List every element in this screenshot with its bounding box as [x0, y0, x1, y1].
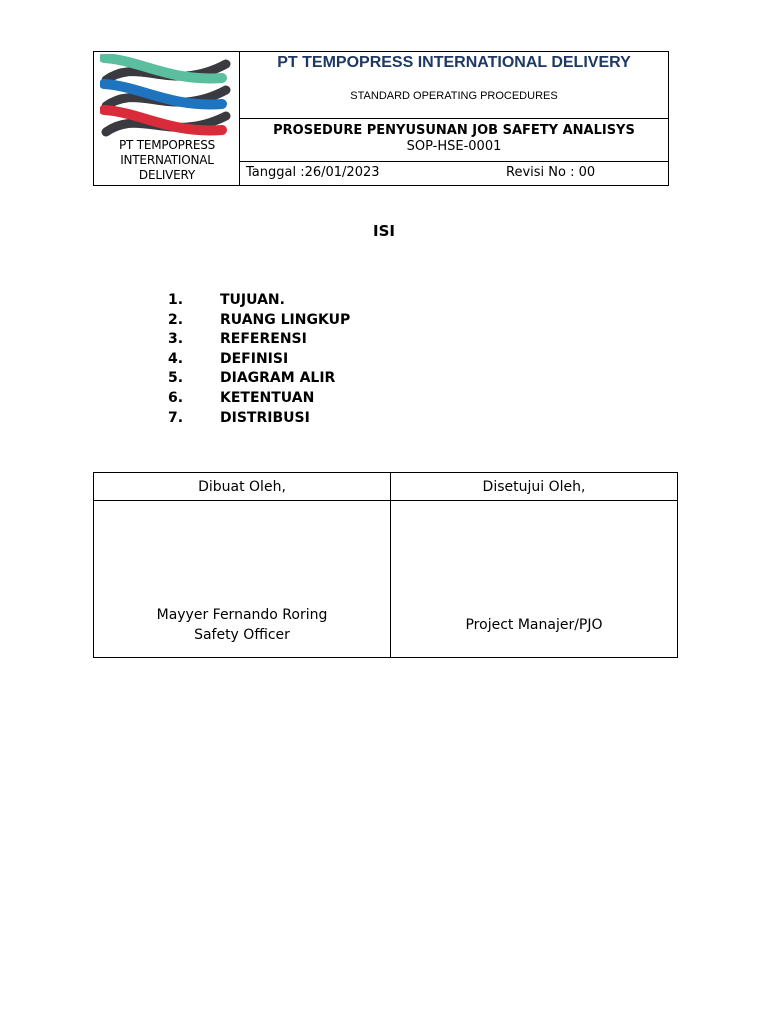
item-label: KETENTUAN — [220, 389, 315, 406]
logo-text-line: INTERNATIONAL — [120, 153, 214, 167]
revision-number: Revisi No : 00 — [506, 165, 596, 180]
document-header — [93, 51, 669, 186]
item-label: DEFINISI — [220, 350, 289, 367]
item-number: 2. — [168, 311, 184, 328]
item-label: REFERENSI — [220, 331, 307, 348]
made-by-header: Dibuat Oleh, — [94, 473, 390, 501]
header-info — [240, 52, 668, 185]
company-logo — [94, 52, 240, 185]
item-label: RUANG LINGKUP — [220, 311, 351, 328]
contents-heading: ISI — [373, 222, 395, 240]
item-number: 1. — [168, 292, 184, 308]
item-label: DIAGRAM ALIR — [220, 370, 336, 387]
logo-text-line: DELIVERY — [138, 168, 196, 182]
item-number: 3. — [168, 331, 184, 348]
date-revision-row — [240, 162, 668, 185]
made-by-role: Safety Officer — [194, 627, 290, 643]
logo-text-line: PT TEMPOPRESS — [118, 138, 216, 152]
wave-logo-icon — [100, 54, 234, 142]
approved-by-role: Project Manajer/PJO — [465, 617, 603, 633]
made-by-name: Mayyer Fernando Roring — [156, 607, 328, 623]
item-number: 4. — [168, 350, 184, 367]
approved-by-header: Disetujui Oleh, — [391, 473, 677, 501]
document-date: Tanggal :26/01/2023 — [246, 165, 380, 180]
procedure-title: PROSEDURE PENYUSUNAN JOB SAFETY ANALISYS — [273, 123, 635, 138]
company-row — [240, 52, 668, 119]
procedure-code: SOP-HSE-0001 — [406, 139, 502, 154]
item-number: 6. — [168, 389, 184, 406]
signature-table — [93, 472, 678, 658]
item-number: 5. — [168, 370, 184, 387]
procedure-row — [240, 119, 668, 162]
item-label: TUJUAN. — [220, 292, 285, 308]
document-type: STANDARD OPERATING PROCEDURES — [350, 90, 558, 102]
company-name: PT TEMPOPRESS INTERNATIONAL DELIVERY — [277, 54, 631, 71]
item-number: 7. — [168, 409, 184, 426]
made-by-column — [94, 473, 391, 657]
approved-by-column — [391, 473, 677, 657]
item-label: DISTRIBUSI — [220, 409, 310, 426]
